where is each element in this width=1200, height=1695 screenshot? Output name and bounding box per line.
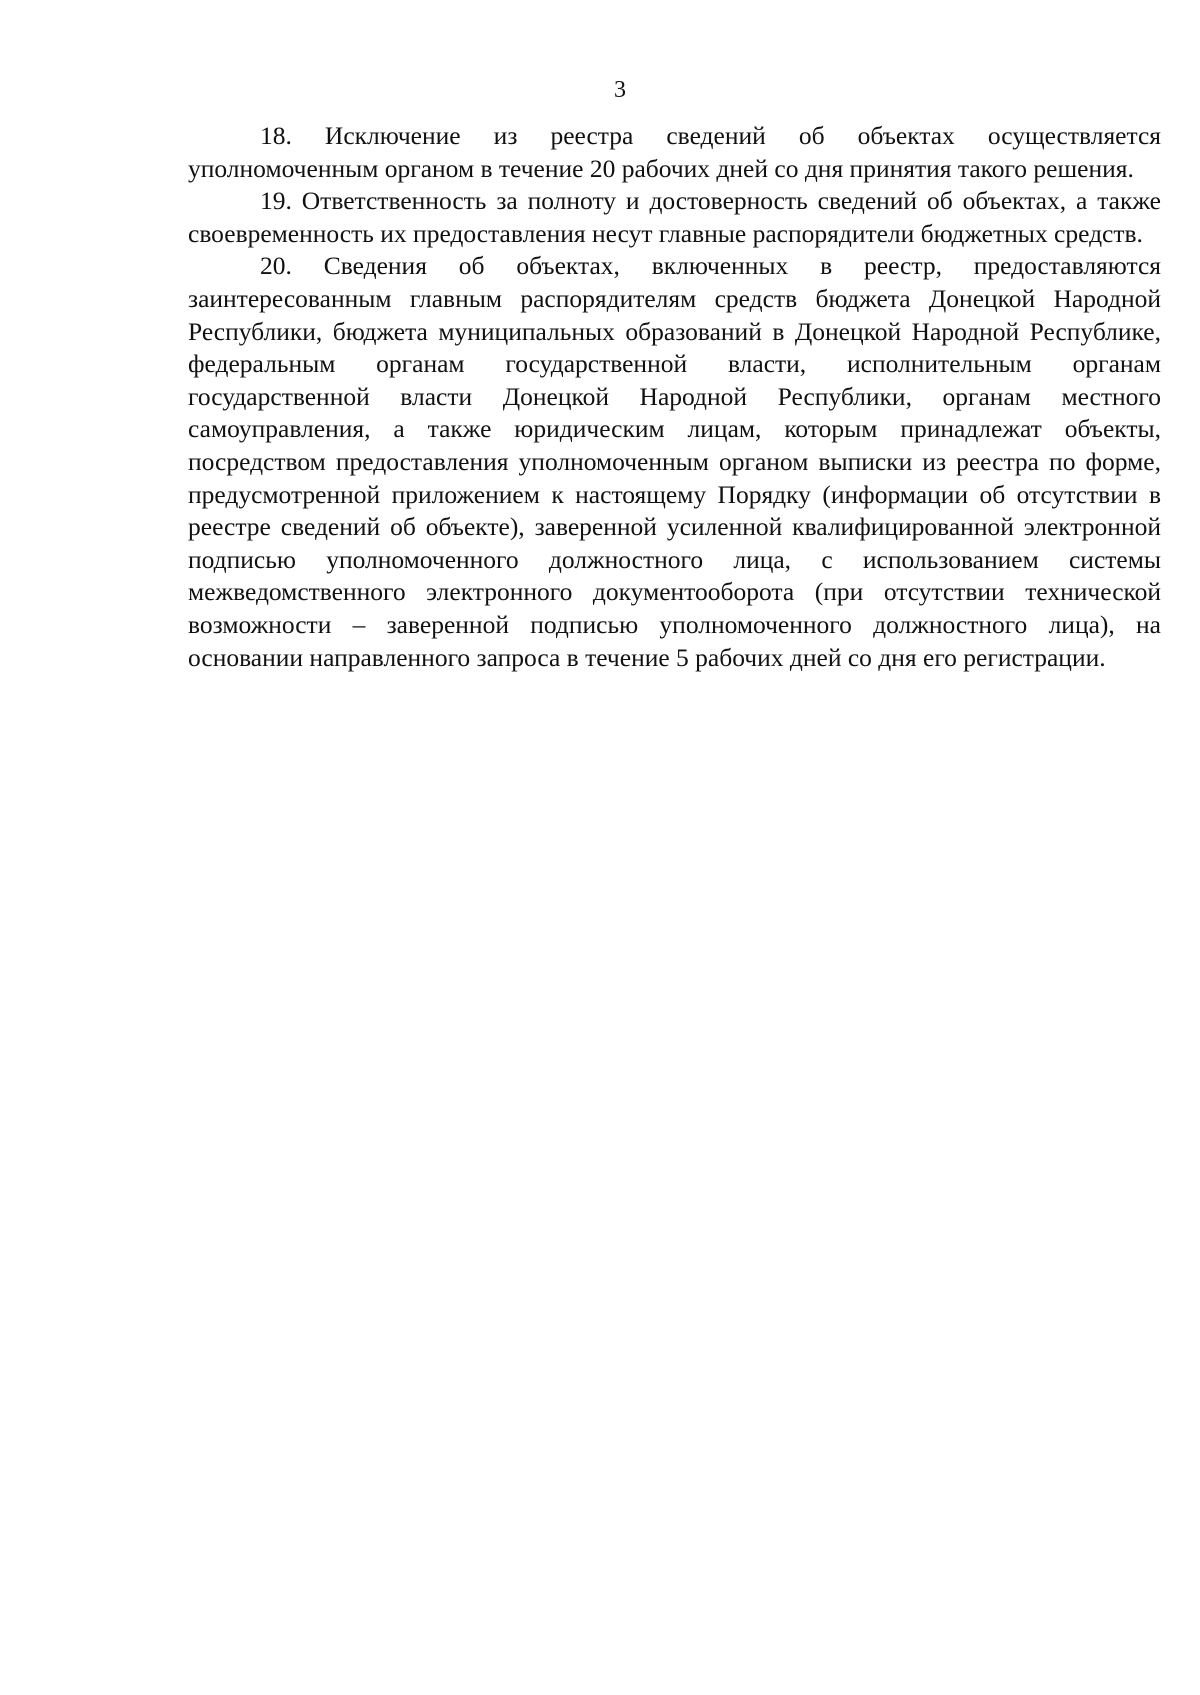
paragraph-18: 18. Исключение из реестра сведений об объектах осуществляется уполномоченным органом в течение 20 рабочих дней со дня принятия такого решения.: [188, 121, 1161, 183]
paragraph-19: 19. Ответственность за полноту и достоверность сведений об объектах, а также своевременность их предоставления несут главные распорядители бюджетных средств.: [188, 186, 1161, 248]
document-body: [188, 120, 1161, 674]
page-number: 3: [614, 77, 626, 103]
paragraph-20: 20. Сведения об объектах, включенных в реестр, предоставляются заинтересованным главным распорядителям средств бюджета Донецкой Народной Республики, бюджета муниципальных образований в Донецкой Народной Республике, федеральным органам государственной власти, исполнительным органам государственной власти Донецкой Народной Республики, органам местного самоуправления, а также юридическим лицам, которым принадлежат объекты, посредством предоставления уполномоченным органом выписки из реестра по форме, предусмотренной приложением к настоящему Порядку (информации об отсутствии в реестре сведений об объекте), заверенной усиленной квалифицированной электронной подписью уполномоченного должностного лица, с использованием системы межведомственного электронного документооборота (при отсутствии технической возможности – заверенной подписью уполномоченного должностного лица), на основании направленного запроса в течение 5 рабочих дней со дня его регистрации.: [188, 251, 1161, 672]
